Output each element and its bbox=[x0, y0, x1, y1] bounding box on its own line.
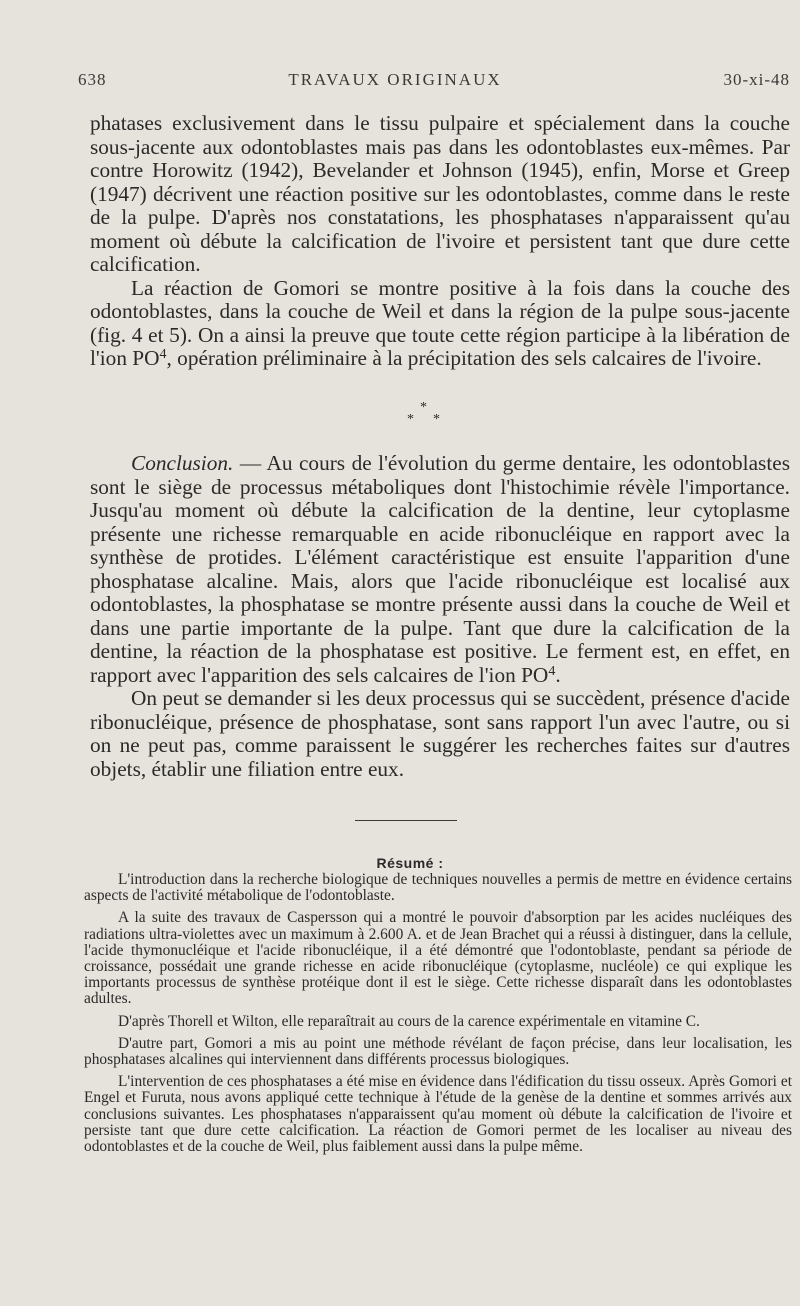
superscript: 4 bbox=[159, 347, 167, 362]
running-header bbox=[78, 70, 790, 90]
resume-paragraph: D'après Thorell et Wilton, elle reparaîtrait au cours de la carence expérimentale en vitamine C. bbox=[118, 1012, 700, 1030]
body-text-top bbox=[90, 112, 790, 371]
resume-paragraph: L'introduction dans la recherche biologique de techniques nouvelles a permis de mettre en évidence certains aspects de l'activité métabolique de l'odontoblaste. bbox=[84, 871, 792, 905]
conclusion-paragraph bbox=[90, 452, 790, 687]
conclusion-paragraph-2: On peut se demander si les deux processus qui se succèdent, présence d'acide ribonucléique, présence de phosphatase, sont sans rapport l'un avec l'autre, ou si on ne peut pas, comme paraissent le suggérer les recherches faites sur d'autres objets, établir une filiation entre eux. bbox=[90, 686, 790, 781]
paragraph-gomori bbox=[90, 277, 790, 371]
resume-heading: Résumé : bbox=[376, 855, 444, 871]
running-title: TRAVAUX ORIGINAUX bbox=[288, 70, 502, 89]
conclusion-tail: . bbox=[555, 662, 561, 687]
section-divider bbox=[355, 820, 457, 821]
separator-star: * bbox=[433, 412, 440, 427]
separator-star: * bbox=[407, 412, 414, 427]
resume-section bbox=[84, 872, 792, 1161]
page-number: 638 bbox=[78, 70, 107, 89]
paragraph-gomori-tail: , opération préliminaire à la précipitation des sels calcaires de l'ivoire. bbox=[166, 346, 762, 370]
resume-paragraph: D'autre part, Gomori a mis au point une méthode révélant de façon précise, dans leur localisation, les phosphatases alcalines qui interviennent dans différents processus biologiques. bbox=[84, 1034, 792, 1069]
superscript: 4 bbox=[548, 663, 556, 679]
paragraph-continuation: phatases exclusivement dans le tissu pulpaire et spécialement dans la couche sous-jacente aux odontoblastes mais pas dans les odontoblastes eux-mêmes. Par contre Horowitz (1942), Bevelander et Johnson (1945), enfin, Morse et Greep (1947) décrivent une réaction positive sur les odontoblastes, comme dans le reste de la pulpe. D'après nos constatations, les phosphatases n'apparaissent qu'au moment où débute la calcification de l'ivoire et persistent tant que dure cette calcification. bbox=[90, 111, 790, 276]
resume-paragraph: A la suite des travaux de Caspersson qui a montré le pouvoir d'absorption par les acides nucléiques des radiations ultra-violettes avec un maximum à 2.600 A. et de Jean Brachet qui a réussi à distinguer, dans la cellule, l'acide thymonucléique et l'acide ribonucléique, il a été démontré que l'odontoblaste, pendant sa période de croissance, possédait une grande richesse en acide ribonucléique (cytoplasme, nucléole) ce qui explique les importants processus de synthèse protéique dont il est le siège. Cette richesse disparaît dans les odontoblastes adultes. bbox=[84, 909, 792, 1008]
paragraph-gomori-text: La réaction de Gomori se montre positive à la fois dans la couche des odontoblastes, dans la couche de Weil et dans la région de la pulpe sous-jacente (fig. 4 et 5). On a ainsi la preuve que toute cette région participe à la libération de l'ion PO bbox=[90, 275, 790, 370]
conclusion-text: — Au cours de l'évolution du germe dentaire, les odontoblastes sont le siège de processus métaboliques dont l'histochimie révèle l'importance. Jusqu'au moment où débute la calcification de la dentine, leur cytoplasme présente une richesse remarquable en acide ribonucléique en rapport avec la synthèse de protides. L'élément caractéristique est ensuite l'apparition d'une phosphatase alcaline. Mais, alors que l'acide ribonucléique est localisé aux odontoblastes, la phosphatase se montre présente aussi dans la couche de Weil et dans une partie importante de la pulpe. Tant que dure la calcification de la dentine, la réaction de la phosphatase est positive. Le ferment est, en effet, en rapport avec l'apparition des sels calcaires de l'ion PO bbox=[90, 451, 790, 687]
resume-paragraph: L'intervention de ces phosphatases a été mise en évidence dans l'édification du tissu osseux. Après Gomori et Engel et Furuta, nous avons appliqué cette technique à l'étude de la genèse de la dentine et sommes arrivés aux conclusions suivantes. Les phosphatases n'apparaissent qu'au moment où débute la calcification de l'ivoire et persiste tant que dure cette calcification. La réaction de Gomori permet de les localiser au niveau des odontoblastes et de la couche de Weil, plus faiblement aussi dans la pulpe même. bbox=[84, 1073, 792, 1156]
date-mark: 30-xi-48 bbox=[723, 70, 790, 89]
conclusion-section bbox=[90, 452, 790, 781]
conclusion-heading: Conclusion. bbox=[131, 451, 234, 475]
separator-star: * bbox=[420, 400, 427, 415]
